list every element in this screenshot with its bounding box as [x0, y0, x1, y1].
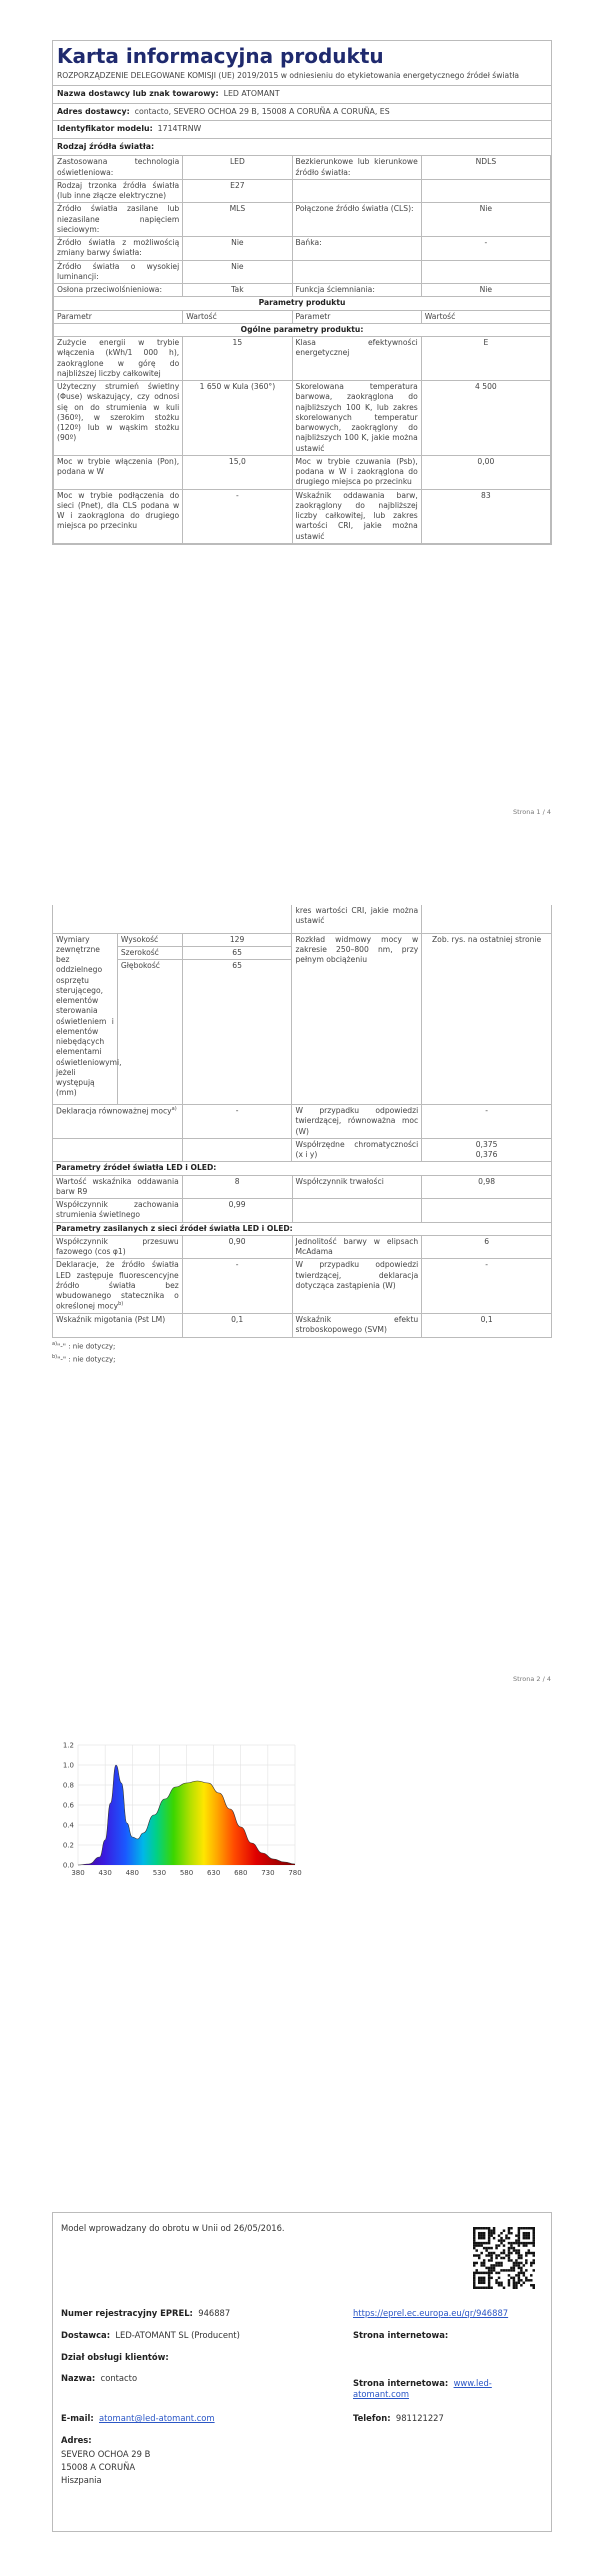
- type-label-2: Bezkierunkowe lub kierunkowe źródło światła:: [292, 156, 421, 180]
- type-value-2: [421, 179, 550, 203]
- mains-value: 0,90: [182, 1235, 292, 1259]
- type-value: LED: [183, 156, 292, 180]
- mains-value: 0,1: [182, 1314, 292, 1338]
- type-value: Nie: [183, 260, 292, 284]
- y-tick-label: 0.4: [62, 1821, 74, 1830]
- type-label-2: Funkcja ściemniania:: [292, 284, 421, 297]
- type-label: Osłona przeciwolśnieniowa:: [54, 284, 183, 297]
- mains-value-2: 0,1: [422, 1314, 552, 1338]
- height-value: 129: [182, 933, 292, 946]
- type-value-2: NDLS: [421, 156, 550, 180]
- type-value: E27: [183, 179, 292, 203]
- y-tick-label: 1.2: [62, 1741, 74, 1750]
- type-heading: Rodzaj źródła światła:: [53, 139, 551, 157]
- service-label: Dział obsługi klientów:: [61, 2352, 169, 2362]
- mains-value-2: -: [422, 1259, 552, 1314]
- led-row: [53, 1199, 552, 1223]
- dims-label: Wymiary zewnętrzne bez oddzielnego osprzętu sterującego, elementów sterowania oświetleniem i elementów niebędących elementami oświetleniowymi, jeżeli występują (mm): [53, 933, 118, 1105]
- address-label: Adres:: [61, 2435, 92, 2445]
- regulation-text: ROZPORZĄDZENIE DELEGOWANE KOMISJI (UE) 2019/2015 w odniesieniu do etykietowania energetycznego źródeł światła: [53, 69, 551, 86]
- general-label-2: Klasa efektywności energetycznej: [292, 337, 421, 381]
- spectrum-label: Rozkład widmowy mocy w zakresie 250–800 nm, przy pełnym obciążeniu: [292, 933, 422, 1105]
- type-value-2: Nie: [421, 203, 550, 237]
- model-row: Identyfikator modelu: 1714TRNW: [53, 121, 551, 139]
- type-label: Zastosowana technologia oświetleniowa:: [54, 156, 183, 180]
- width-label: Szerokość: [117, 946, 182, 959]
- type-value: MLS: [183, 203, 292, 237]
- p2-label-2: Współrzędne chromatyczności (x i y): [292, 1138, 422, 1162]
- website-label-1: Strona internetowa:: [353, 2330, 449, 2340]
- led-value: 8: [182, 1175, 292, 1199]
- mains-row: [53, 1259, 552, 1314]
- address-line-1: SEVERO OCHOA 29 B: [61, 2449, 151, 2459]
- website-row: Strona internetowa: www.led-atomant.com: [353, 2378, 492, 2400]
- spectrum-value: Zob. rys. na ostatniej stronie: [422, 933, 552, 1105]
- params-heading: Parametry produktu: [54, 297, 551, 310]
- type-label-2: Połączone źródło światła (CLS):: [292, 203, 421, 237]
- phone-row: Telefon: 981121227: [353, 2413, 444, 2423]
- led-value-2: [422, 1199, 552, 1223]
- type-row: [54, 179, 551, 203]
- type-label-2: [292, 179, 421, 203]
- contact-name-row: Nazwa: contacto: [61, 2373, 138, 2383]
- x-tick-label: 530: [152, 1869, 167, 1877]
- general-label-2: Moc w trybie czuwania (Psb), podana w W i zaokrąglona do drugiego miejsca po przecinku: [292, 455, 421, 489]
- general-label-2: Skorelowana temperatura barwowa, zaokrąglona do najbliższych 100 K, lub zakres skorelowanych temperatur barwowych, zaokrąglony do najbliższych 100 K, jakie można ustawić: [292, 381, 421, 456]
- x-tick-label: 430: [98, 1869, 112, 1877]
- footer-box: [52, 2212, 552, 2532]
- mains-row: [53, 1314, 552, 1338]
- led-label-2: Współczynnik trwałości: [292, 1175, 422, 1199]
- x-tick-label: 480: [125, 1869, 139, 1877]
- p2-row: [53, 1138, 552, 1162]
- y-tick-label: 0.0: [62, 1861, 74, 1870]
- general-row: [54, 455, 551, 489]
- market-intro: Model wprowadzany do obrotu w Unii od 26/05/2016.: [61, 2223, 285, 2233]
- height-label: Wysokość: [117, 933, 182, 946]
- general-label: Moc w trybie włączenia (Pon), podana w W: [54, 455, 183, 489]
- cri-continued: kres wartości CRI, jakie można ustawić: [292, 905, 422, 933]
- depth-value: 65: [182, 960, 292, 1105]
- p2-label: Deklaracja równoważnej mocy$^{a)}$: [53, 1105, 183, 1139]
- mains-value: -: [182, 1259, 292, 1314]
- mains-label-2: Jednolitość barwy w elipsach McAdama: [292, 1235, 422, 1259]
- address-row: Adres dostawcy: contacto, SEVERO OCHOA 29 B, 15008 A CORUÑA A CORUÑA, ES: [53, 104, 551, 122]
- dims-table: [52, 905, 552, 1162]
- type-label: Rodzaj trzonka źródła światła (lub inne złącze elektryczne): [54, 179, 183, 203]
- type-row: [54, 203, 551, 237]
- address-line-2: 15008 A CORUÑA: [61, 2462, 136, 2472]
- type-label: Źródło światła o wysokiej luminancji:: [54, 260, 183, 284]
- width-value: 65: [182, 946, 292, 959]
- p2-value: -: [182, 1105, 292, 1139]
- led-label-2: [292, 1199, 422, 1223]
- email-row: E-mail: atomant@led-atomant.com: [61, 2413, 215, 2423]
- eprel-link[interactable]: https://eprel.ec.europa.eu/qr/946887: [353, 2308, 509, 2318]
- col-value: Wartość: [183, 310, 292, 323]
- general-value: 1 650 w Kula (360°): [183, 381, 292, 456]
- mains-row: [53, 1235, 552, 1259]
- type-row: [54, 260, 551, 284]
- general-value-2: E: [421, 337, 550, 381]
- page-2: [52, 905, 552, 1365]
- y-tick-label: 1.0: [62, 1761, 74, 1770]
- y-tick-label: 0.8: [62, 1781, 74, 1790]
- address-line-3: Hiszpania: [61, 2475, 102, 2485]
- led-value-2: 0,98: [422, 1175, 552, 1199]
- general-label-2: Wskaźnik oddawania barw, zaokrąglony do najbliższej liczby całkowitej, lub zakres wartości CRI, jakie można ustawić: [292, 489, 421, 543]
- footnote-mark: a): [171, 1106, 177, 1112]
- x-tick-label: 380: [71, 1869, 85, 1877]
- led-value: 0,99: [182, 1199, 292, 1223]
- depth-label: Głębokość: [117, 960, 182, 1105]
- p2-row: [53, 1105, 552, 1139]
- general-row: [54, 489, 551, 543]
- general-value: 15,0: [183, 455, 292, 489]
- mains-label-2: W przypadku odpowiedzi twierdzącej, deklaracja dotycząca zastąpienia (W): [292, 1259, 422, 1314]
- page-1: [52, 40, 552, 545]
- note-b: $^{b)}$"-" : nie dotyczy;: [52, 1354, 116, 1364]
- params-table: [53, 296, 551, 544]
- type-value-2: -: [421, 237, 550, 261]
- general-value: -: [183, 489, 292, 543]
- led-heading: Parametry źródeł światła LED i OLED:: [53, 1162, 552, 1175]
- page-number-2: Strona 2 / 4: [513, 1675, 551, 1683]
- general-label: Moc w trybie podłączenia do sieci (Pnet), dla CLS podana w W i zaokrąglona do drugiego miejsca po przecinku: [54, 489, 183, 543]
- mains-heading: Parametry zasilanych z sieci źródeł światła LED i OLED:: [53, 1222, 552, 1235]
- qr-code-icon: [473, 2227, 535, 2289]
- eprel-row: Numer rejestracyjny EPREL: 946887: [61, 2308, 231, 2318]
- col-value-2: Wartość: [421, 310, 550, 323]
- website-link[interactable]: www.led-atomant.com: [353, 2378, 492, 2400]
- type-label: Źródło światła z możliwością zmiany barwy światła:: [54, 237, 183, 261]
- spectrum-chart: [50, 1735, 305, 1885]
- note-a: $^{a)}$"-" : nie dotyczy;: [52, 1340, 116, 1350]
- type-table: [53, 155, 551, 297]
- type-value-2: Nie: [421, 284, 550, 297]
- general-value-2: 0,00: [421, 455, 550, 489]
- type-label-2: [292, 260, 421, 284]
- col-param-2: Parametr: [292, 310, 421, 323]
- x-tick-label: 780: [288, 1869, 302, 1877]
- general-label: Użyteczny strumień świetlny (Φuse) wskazujący, czy odnosi się on do strumienia w kuli (360º), w szerokim stożku (120º) lub w wąskim stożku (90º): [54, 381, 183, 456]
- led-table: [52, 1161, 552, 1337]
- type-row: [54, 237, 551, 261]
- x-tick-label: 730: [261, 1869, 275, 1877]
- general-heading: Ogólne parametry produktu:: [54, 323, 551, 336]
- x-tick-label: 680: [234, 1869, 248, 1877]
- x-tick-label: 630: [206, 1869, 221, 1877]
- led-label: Wartość wskaźnika oddawania barw R9: [53, 1175, 183, 1199]
- mains-label-2: Wskaźnik efektu stroboskopowego (SVM): [292, 1314, 422, 1338]
- mains-label: Deklaracje, że źródło światła LED zastępuje fluorescencyjne źródło światła bez wbudowanego statecznika o określonej mocy$^{b)}$: [53, 1259, 183, 1314]
- email-link[interactable]: atomant@led-atomant.com: [99, 2413, 215, 2423]
- supplier-row: Nazwa dostawcy lub znak towarowy: LED ATOMANT: [53, 86, 551, 104]
- x-tick-label: 580: [179, 1869, 194, 1877]
- footnote-mark: b): [118, 1301, 124, 1308]
- type-value: Nie: [183, 237, 292, 261]
- p2-label-2: W przypadku odpowiedzi twierdzącej, równoważna moc (W): [292, 1105, 422, 1139]
- p2-value-2: -: [422, 1105, 552, 1139]
- type-row: [54, 156, 551, 180]
- y-tick-label: 0.6: [62, 1801, 74, 1810]
- type-label: Źródło światła zasilane lub niezasilane napięciem sieciowym:: [54, 203, 183, 237]
- led-row: [53, 1175, 552, 1199]
- general-value-2: 4 500: [421, 381, 550, 456]
- page-number-1: Strona 1 / 4: [513, 808, 551, 816]
- mains-label: Współczynnik przesuwu fazowego (cos φ1): [53, 1235, 183, 1259]
- general-value: 15: [183, 337, 292, 381]
- general-row: [54, 337, 551, 381]
- mains-label: Wskaźnik migotania (Pst LM): [53, 1314, 183, 1338]
- general-label: Zużycie energii w trybie włączenia (kWh/1 000 h), zaokrąglone w górę do najbliższej liczby całkowitej: [54, 337, 183, 381]
- led-label: Współczynnik zachowania strumienia świetlnego: [53, 1199, 183, 1223]
- general-row: [54, 381, 551, 456]
- p2-value: [182, 1138, 292, 1162]
- mains-value-2: 6: [422, 1235, 552, 1259]
- type-value-2: [421, 260, 550, 284]
- col-param: Parametr: [54, 310, 183, 323]
- document-title: Karta informacyjna produktu: [57, 44, 384, 68]
- type-row: [54, 284, 551, 297]
- type-value: Tak: [183, 284, 292, 297]
- supplier-row: Dostawca: LED-ATOMANT SL (Producent): [61, 2330, 240, 2340]
- p2-value-2: 0,375 0,376: [422, 1138, 552, 1162]
- y-tick-label: 0.2: [62, 1841, 74, 1850]
- p2-label: [53, 1138, 183, 1162]
- type-label-2: Bańka:: [292, 237, 421, 261]
- general-value-2: 83: [421, 489, 550, 543]
